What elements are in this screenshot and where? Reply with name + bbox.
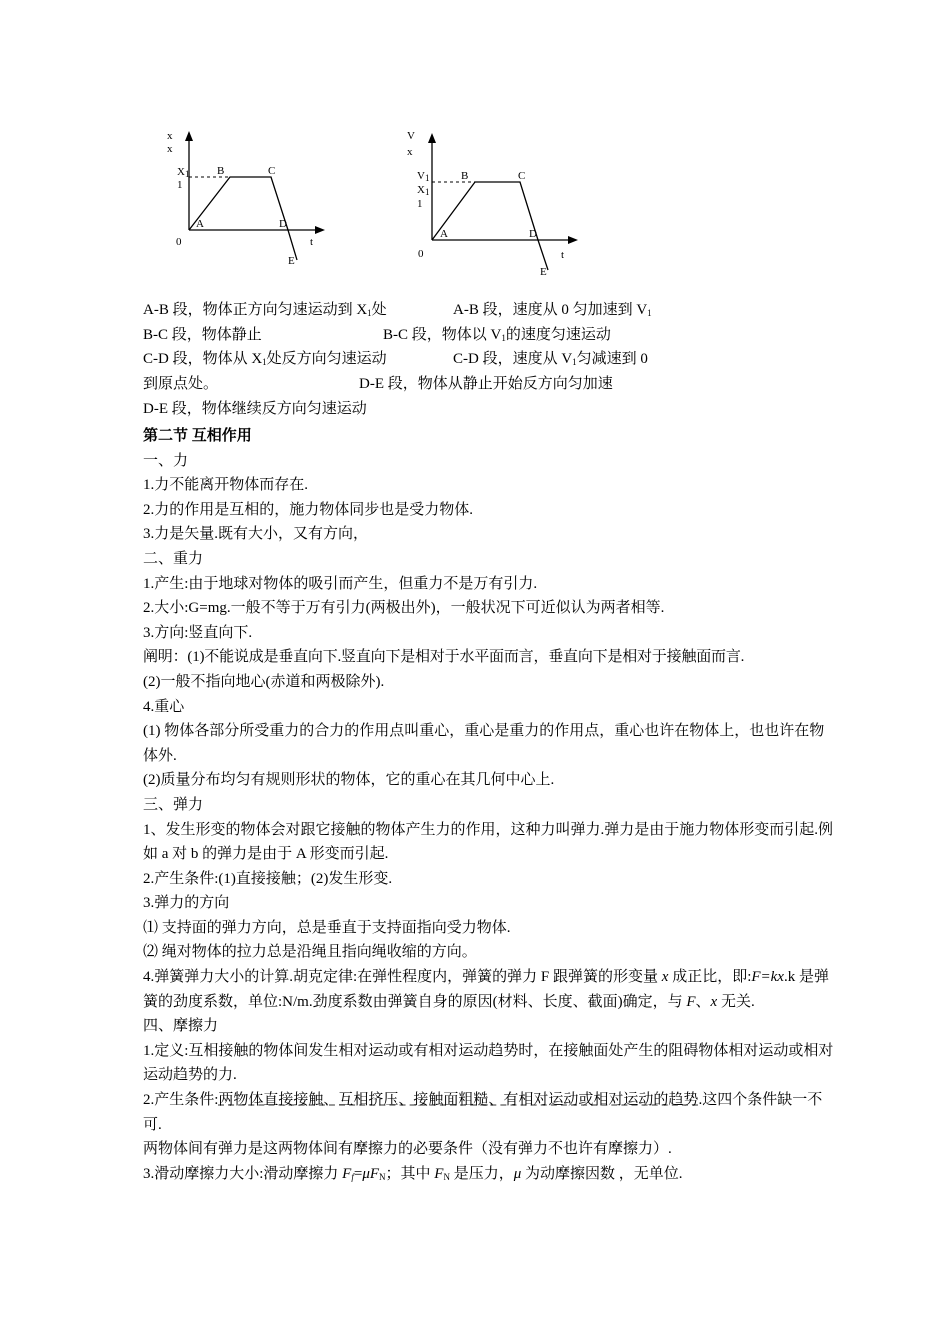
graph2-level2-label: X1	[417, 184, 430, 197]
paragraph: 3.弹力的方向	[143, 895, 230, 912]
paragraph: ⑴ 支持面的弹力方向，总是垂直于支持面指向受力物体.	[143, 919, 511, 936]
paragraph: 四、摩擦力	[143, 1018, 219, 1035]
paragraph: 2.产生条件:(1)直接接触；(2)发生形变.	[143, 870, 393, 887]
graph2-y-label-2: x	[407, 146, 413, 158]
graph2-t-label: t	[561, 249, 565, 261]
graph2-point-c: C	[518, 170, 526, 182]
paragraph: 二、重力	[143, 550, 204, 567]
paragraph: 2.大小:G=mg.一般不等于万有引力(两极出外)，一般状况下可近似认为两者相等.	[143, 600, 665, 617]
graph2-y-label: V	[407, 130, 415, 142]
segment-line-3: C-D 段，物体从 $X_1$处反方向匀速运动 C-D 段，速度从 $V_1$匀减速到 0	[143, 351, 648, 368]
paragraph: 1.产生:由于地球对物体的吸引而产生，但重力不是万有引力.	[143, 575, 538, 592]
graph2-point-b: B	[461, 170, 469, 182]
graph2-origin: 0	[418, 248, 424, 260]
xt-graph	[155, 125, 345, 270]
segment-line-2: B-C 段，物体静止 B-C 段，物体以 $V_1$的速度匀速运动	[143, 326, 611, 343]
section-title: 第二节 互相作用	[143, 428, 252, 444]
paragraph: 3.力是矢量.既有大小，又有方向，	[143, 526, 369, 543]
vt-graph	[398, 125, 598, 280]
graph1-y-label-2: x	[167, 143, 173, 155]
graph1-point-b: B	[217, 165, 225, 177]
segment-descriptions	[143, 298, 843, 421]
paragraph: 1.力不能离开物体而存在.	[143, 477, 309, 494]
hooke-law-paragraph: 4.弹簧弹力大小的计算.胡克定律:在弹性程度内，弹簧的弹力 F 跟弹簧的形变量 x 成正比，即:F=kx.k 是弹簧的劲度系数，单位:N/m.劲度系数由弹簧自身的原因(材料、长度、截面)确定，与 F、x 无关.	[143, 969, 829, 1010]
friction-formula-paragraph: 3.滑动摩擦力大小:滑动摩擦力 $F_f=\mu F_N$；其中 $F_N$ 是压力，μ 为动摩擦因数 ，无单位.	[143, 1165, 683, 1182]
paragraph: (2)质量分布均匀有规则形状的物体，它的重心在其几何中心上.	[143, 772, 555, 789]
body-text	[143, 424, 838, 1186]
paragraph: 阐明：(1)不能说成是垂直向下.竖直向下是相对于水平面而言，垂直向下是相对于接触面而言.	[143, 649, 745, 666]
paragraph: 两物体间有弹力是这两物体间有摩擦力的必要条件（没有弹力不也许有摩擦力）.	[143, 1141, 672, 1158]
graph1-level-extra: 1	[177, 179, 183, 191]
paragraph: 1.定义:互相接触的物体间发生相对运动或有相对运动趋势时，在接触面处产生的阻碍物体相对运动或相对运动趋势的力.	[143, 1042, 834, 1084]
graph1-y-label: x	[167, 130, 173, 142]
segment-line-4: 到原点处。 D-E 段，物体从静止开始反方向匀加速	[143, 376, 613, 393]
paragraph: 1、发生形变的物体会对跟它接触的物体产生力的作用，这种力叫弹力.弹力是由于施力物体形变而引起.例如 a 对 b 的弹力是由于 A 形变而引起.	[143, 821, 834, 863]
paragraph: 一、力	[143, 452, 189, 469]
paragraph: 3.方向:竖直向下.	[143, 624, 253, 641]
paragraph: 4.重心	[143, 698, 185, 715]
segment-line-1: A-B 段，物体正方向匀速运动到 $X_1$处 A-B 段，速度从 0 匀加速到 $V_1$	[143, 302, 652, 318]
graph1-point-d: D	[279, 218, 287, 230]
segment-line-5: D-E 段，物体继续反方向匀速运动	[143, 400, 367, 417]
friction-conditions-paragraph: 2.产生条件:两物体直接接触、互相挤压、接触面粗糙、有相对运动或相对运动的趋势.这四个条件缺一不可.	[143, 1092, 823, 1133]
graph2-point-e: E	[540, 266, 547, 278]
paragraph: ⑵ 绳对物体的拉力总是沿绳且指向绳收缩的方向。	[143, 944, 477, 961]
graph1-level-label: X1	[177, 166, 190, 179]
graph1-t-label: t	[310, 236, 314, 248]
paragraph: 三、弹力	[143, 796, 204, 813]
graph1-point-e: E	[288, 255, 295, 267]
graph2-point-d: D	[529, 228, 537, 240]
paragraph: (1) 物体各部分所受重力的合力的作用点叫重心，重心是重力的作用点，重心也许在物体上，也也许在物体外.	[143, 723, 825, 764]
graph2-level-extra: 1	[417, 198, 423, 210]
graph2-point-a: A	[440, 228, 448, 240]
paragraph: 2.力的作用是互相的，施力物体同步也是受力物体.	[143, 501, 474, 518]
paragraph: (2)一般不指向地心(赤道和两极除外).	[143, 673, 385, 690]
graph1-point-c: C	[268, 165, 276, 177]
graph1-point-a: A	[196, 218, 204, 230]
graph1-origin: 0	[176, 236, 182, 248]
graph2-level-label: V1	[417, 170, 430, 183]
